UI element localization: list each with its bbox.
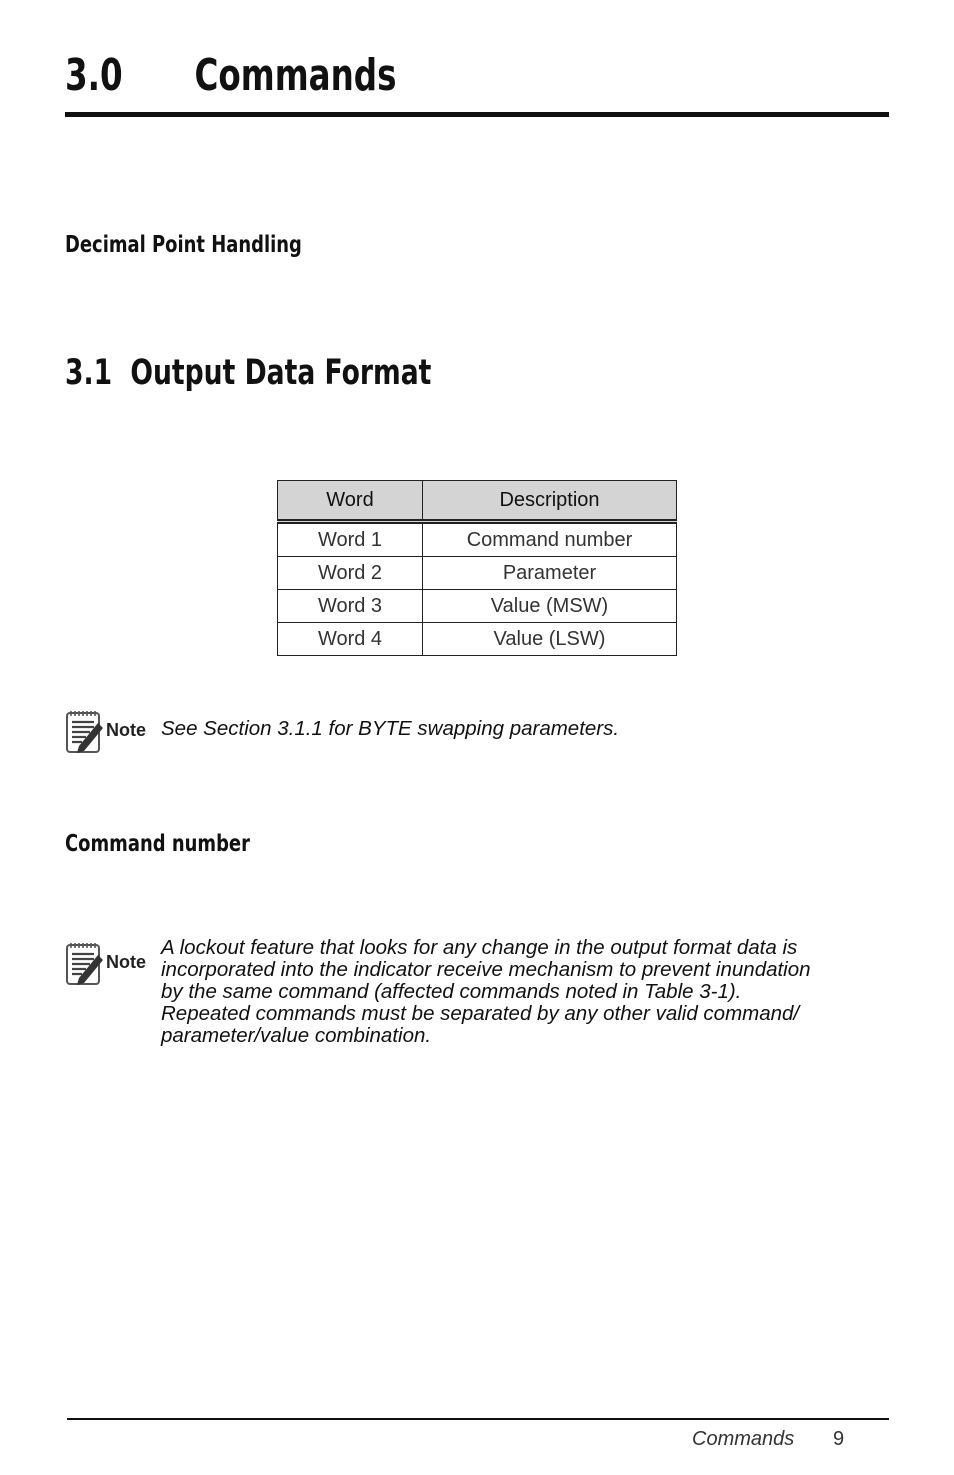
- table-cell: Value (LSW): [423, 623, 677, 656]
- note-text: [161, 937, 811, 1047]
- footer-section-name: Commands: [692, 1428, 795, 1450]
- note-pad-icon: [65, 940, 153, 988]
- table-row: [278, 557, 677, 590]
- chapter-rule: [65, 112, 889, 117]
- note-line: Repeated commands must be separated by any other valid command/: [161, 1002, 800, 1025]
- decimal-point-heading: Decimal Point Handling: [65, 232, 302, 258]
- table-cell: Word 4: [278, 623, 423, 656]
- chapter-number: 3.0: [65, 50, 123, 101]
- note-line: parameter/value combination.: [161, 1024, 432, 1047]
- table-header-cell: Description: [423, 481, 677, 522]
- section-title-text: Output Data Format: [130, 353, 432, 393]
- note-pad-icon: [65, 708, 153, 756]
- page-number: 9: [833, 1428, 845, 1450]
- table-cell: Command number: [423, 522, 677, 557]
- table-header-row: [278, 481, 677, 522]
- table-row: [278, 623, 677, 656]
- note-line: by the same command (affected commands noted in Table 3-1).: [161, 980, 742, 1003]
- command-number-heading: Command number: [65, 831, 250, 857]
- table-cell: Word 3: [278, 590, 423, 623]
- note-line: incorporated into the indicator receive mechanism to prevent inundation: [161, 958, 811, 981]
- chapter-title: [65, 48, 396, 104]
- table-cell: Word 1: [278, 522, 423, 557]
- table-header-cell: Word: [278, 481, 423, 522]
- table-cell: Parameter: [423, 557, 677, 590]
- note-label: Note: [106, 720, 146, 740]
- table-row: [278, 522, 677, 557]
- output-format-table: [277, 480, 677, 656]
- section-number: 3.1: [65, 353, 113, 393]
- table-row: [278, 590, 677, 623]
- note-line: A lockout feature that looks for any change in the output format data is: [161, 936, 798, 959]
- note-text: See Section 3.1.1 for BYTE swapping parameters.: [161, 717, 620, 740]
- table-cell: Value (MSW): [423, 590, 677, 623]
- footer-rule: [67, 1418, 889, 1420]
- section-title: [65, 350, 431, 396]
- note-label: Note: [106, 952, 146, 972]
- chapter-title-text: Commands: [194, 50, 397, 101]
- table-cell: Word 2: [278, 557, 423, 590]
